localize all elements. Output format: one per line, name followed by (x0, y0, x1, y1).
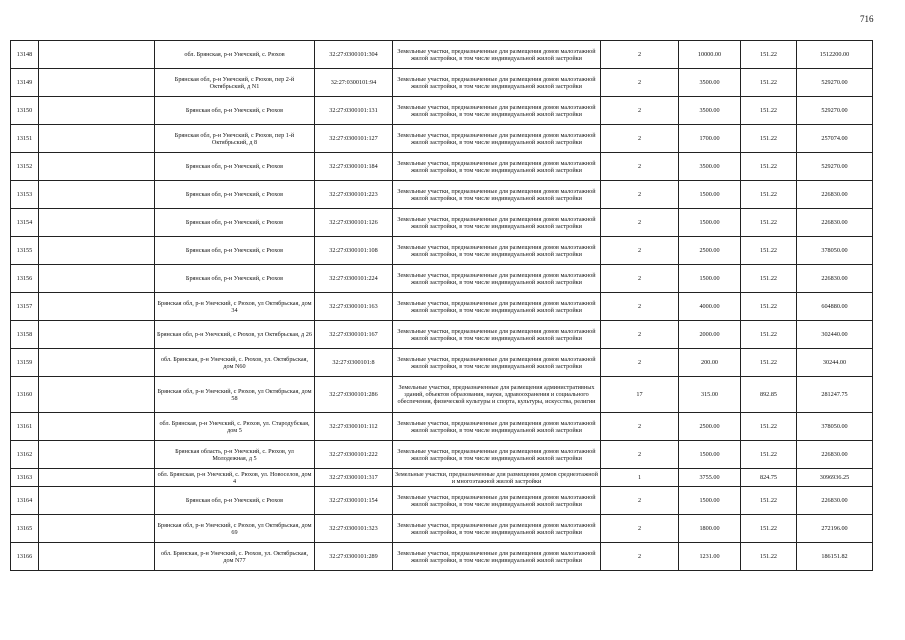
cell-blank (39, 377, 155, 413)
table-row (11, 543, 873, 571)
cell-cadastral-value: 272196.00 (797, 515, 873, 543)
cell-area: 1800.00 (679, 515, 741, 543)
cell-cadastral-number: 32:27:0300101:286 (315, 377, 393, 413)
cell-blank (39, 125, 155, 153)
cell-cadastral-number: 32:27:0300101:131 (315, 97, 393, 125)
cell-cadastral-value: 226830.00 (797, 209, 873, 237)
cell-land-purpose: Земельные участки, предназначенные для размещения домов малоэтажной жилой застройки, в том числе индивидуальной жилой застройки (393, 209, 601, 237)
cell-group: 17 (601, 377, 679, 413)
cell-address: Брянская область, р-н Унечский, с. Рюхов, ул Молодежная, д 5 (155, 441, 315, 469)
table-row (11, 413, 873, 441)
table-row (11, 209, 873, 237)
cell-group: 2 (601, 265, 679, 293)
cell-cadastral-number: 32:27:0300101:126 (315, 209, 393, 237)
table-row (11, 293, 873, 321)
cell-land-purpose: Земельные участки, предназначенные для размещения домов малоэтажной жилой застройки, в том числе индивидуальной жилой застройки (393, 487, 601, 515)
table-row (11, 69, 873, 97)
table-row (11, 469, 873, 487)
cell-address: Брянская обл, р-н Унечский, с Рюхов (155, 237, 315, 265)
cell-rate: 151.22 (741, 265, 797, 293)
cell-address: Брянская обл, р-н Унечский, с Рюхов, пер 1-й Октябрьский, д 8 (155, 125, 315, 153)
cell-number: 13154 (11, 209, 39, 237)
cell-blank (39, 413, 155, 441)
cell-cadastral-value: 226830.00 (797, 441, 873, 469)
table-row (11, 41, 873, 69)
table-row (11, 441, 873, 469)
cell-land-purpose: Земельные участки, предназначенные для размещения домов малоэтажной жилой застройки, в том числе индивидуальной жилой застройки (393, 293, 601, 321)
cell-group: 2 (601, 349, 679, 377)
cell-cadastral-value: 281247.75 (797, 377, 873, 413)
cell-group: 2 (601, 543, 679, 571)
cell-cadastral-number: 32:27:0300101:108 (315, 237, 393, 265)
cell-address: Брянская обл, р-н Унечский, с Рюхов, ул Октябрьская, дом 34 (155, 293, 315, 321)
cell-number: 13150 (11, 97, 39, 125)
cell-cadastral-value: 378050.00 (797, 413, 873, 441)
cell-area: 10000.00 (679, 41, 741, 69)
cell-cadastral-number: 32:27:0300101:224 (315, 265, 393, 293)
cell-land-purpose: Земельные участки, предназначенные для размещения домов малоэтажной жилой застройки, в том числе индивидуальной жилой застройки (393, 321, 601, 349)
cell-address: Брянская обл, р-н Унечский, с Рюхов, ул Октябрьская, дом 58 (155, 377, 315, 413)
cell-blank (39, 237, 155, 265)
registry-table (10, 40, 873, 571)
cell-cadastral-number: 32:27:0300101:323 (315, 515, 393, 543)
cell-group: 2 (601, 153, 679, 181)
cell-cadastral-value: 226830.00 (797, 487, 873, 515)
cell-blank (39, 41, 155, 69)
cell-number: 13163 (11, 469, 39, 487)
cell-number: 13165 (11, 515, 39, 543)
cell-area: 1500.00 (679, 209, 741, 237)
table-row (11, 97, 873, 125)
cell-group: 2 (601, 413, 679, 441)
cell-land-purpose: Земельные участки, предназначенные для размещения домов малоэтажной жилой застройки, в том числе индивидуальной жилой застройки (393, 237, 601, 265)
table-row (11, 515, 873, 543)
cell-group: 2 (601, 487, 679, 515)
cell-land-purpose: Земельные участки, предназначенные для размещения домов малоэтажной жилой застройки, в том числе индивидуальной жилой застройки (393, 181, 601, 209)
cell-group: 2 (601, 515, 679, 543)
cell-cadastral-value: 186151.82 (797, 543, 873, 571)
cell-rate: 151.22 (741, 543, 797, 571)
cell-cadastral-value: 604880.00 (797, 293, 873, 321)
cell-area: 1500.00 (679, 487, 741, 515)
cell-land-purpose: Земельные участки, предназначенные для размещения домов малоэтажной жилой застройки, в том числе индивидуальной жилой застройки (393, 125, 601, 153)
cell-rate: 151.22 (741, 181, 797, 209)
cell-cadastral-value: 30244.00 (797, 349, 873, 377)
cell-cadastral-number: 32:27:0300101:223 (315, 181, 393, 209)
cell-group: 2 (601, 321, 679, 349)
cell-group: 2 (601, 237, 679, 265)
cell-land-purpose: Земельные участки, предназначенные для размещения домов малоэтажной жилой застройки, в том числе индивидуальной жилой застройки (393, 543, 601, 571)
cell-cadastral-number: 32:27:0300101:304 (315, 41, 393, 69)
cell-area: 315.00 (679, 377, 741, 413)
cell-cadastral-value: 302440.00 (797, 321, 873, 349)
cell-address: Брянская обл, р-н Унечский, с Рюхов, пер 2-й Октябрьский, д N1 (155, 69, 315, 97)
cell-blank (39, 293, 155, 321)
cell-blank (39, 349, 155, 377)
cell-cadastral-number: 32:27:0300101:289 (315, 543, 393, 571)
table-row (11, 487, 873, 515)
cell-number: 13153 (11, 181, 39, 209)
cell-number: 13158 (11, 321, 39, 349)
cell-group: 2 (601, 293, 679, 321)
cell-land-purpose: Земельные участки, предназначенные для размещения домов малоэтажной жилой застройки, в том числе индивидуальной жилой застройки (393, 41, 601, 69)
cell-rate: 151.22 (741, 487, 797, 515)
cell-cadastral-number: 32:27:0300101:163 (315, 293, 393, 321)
cell-group: 2 (601, 441, 679, 469)
table-row (11, 181, 873, 209)
cell-cadastral-value: 1512200.00 (797, 41, 873, 69)
cell-group: 2 (601, 181, 679, 209)
cell-land-purpose: Земельные участки, предназначенные для размещения домов малоэтажной жилой застройки, в том числе индивидуальной жилой застройки (393, 69, 601, 97)
cell-address: обл. Брянская, р-н Унечский, с. Рюхов, ул. Новоселов, дом 4 (155, 469, 315, 487)
cell-blank (39, 69, 155, 97)
cell-rate: 151.22 (741, 237, 797, 265)
cell-blank (39, 543, 155, 571)
cell-cadastral-number: 32:27:0300101:317 (315, 469, 393, 487)
cell-group: 2 (601, 209, 679, 237)
cell-rate: 151.22 (741, 97, 797, 125)
cell-blank (39, 265, 155, 293)
cell-rate: 151.22 (741, 349, 797, 377)
table-row (11, 349, 873, 377)
cell-cadastral-value: 529270.00 (797, 97, 873, 125)
cell-number: 13166 (11, 543, 39, 571)
table-row (11, 153, 873, 181)
cell-land-purpose: Земельные участки, предназначенные для размещения домов малоэтажной жилой застройки, в том числе индивидуальной жилой застройки (393, 265, 601, 293)
cell-cadastral-value: 378050.00 (797, 237, 873, 265)
cell-cadastral-value: 226830.00 (797, 265, 873, 293)
cell-number: 13156 (11, 265, 39, 293)
cell-cadastral-number: 32:27:0300101:112 (315, 413, 393, 441)
cell-blank (39, 321, 155, 349)
cell-number: 13148 (11, 41, 39, 69)
cell-cadastral-number: 32:27:0300101:8 (315, 349, 393, 377)
cell-land-purpose: Земельные участки, предназначенные для размещения домов среднеэтажной и многоэтажной жилой застройки (393, 469, 601, 487)
cell-rate: 151.22 (741, 321, 797, 349)
cell-rate: 151.22 (741, 293, 797, 321)
cell-area: 200.00 (679, 349, 741, 377)
cell-cadastral-value: 529270.00 (797, 153, 873, 181)
cell-number: 13149 (11, 69, 39, 97)
cell-area: 3755.00 (679, 469, 741, 487)
table-row (11, 321, 873, 349)
cell-blank (39, 209, 155, 237)
cell-area: 3500.00 (679, 153, 741, 181)
cell-address: Брянская обл, р-н Унечский, с Рюхов (155, 153, 315, 181)
cell-address: обл. Брянская, р-н Унечский, с. Рюхов, ул. Октябрьская, дом N60 (155, 349, 315, 377)
cell-address: Брянская обл, р-н Унечский, с Рюхов (155, 209, 315, 237)
cell-address: обл. Брянская, р-н Унечский, с. Рюхов (155, 41, 315, 69)
cell-land-purpose: Земельные участки, предназначенные для размещения домов малоэтажной жилой застройки, в том числе индивидуальной жилой застройки (393, 515, 601, 543)
cell-cadastral-value: 3096936.25 (797, 469, 873, 487)
cell-group: 1 (601, 469, 679, 487)
cell-rate: 151.22 (741, 413, 797, 441)
cell-land-purpose: Земельные участки, предназначенные для размещения домов малоэтажной жилой застройки, в том числе индивидуальной жилой застройки (393, 97, 601, 125)
cell-blank (39, 181, 155, 209)
cell-rate: 892.85 (741, 377, 797, 413)
cell-number: 13161 (11, 413, 39, 441)
cell-cadastral-number: 32:27:0300101:94 (315, 69, 393, 97)
cell-blank (39, 97, 155, 125)
cell-rate: 151.22 (741, 153, 797, 181)
cell-number: 13155 (11, 237, 39, 265)
table-row (11, 377, 873, 413)
cell-land-purpose: Земельные участки, предназначенные для размещения домов малоэтажной жилой застройки, в том числе индивидуальной жилой застройки (393, 349, 601, 377)
cell-rate: 151.22 (741, 209, 797, 237)
table-body (11, 41, 873, 571)
cell-rate: 151.22 (741, 69, 797, 97)
cell-cadastral-number: 32:27:0300101:167 (315, 321, 393, 349)
cell-address: Брянская обл, р-н Унечский, с Рюхов (155, 487, 315, 515)
cell-area: 1231.00 (679, 543, 741, 571)
cell-cadastral-number: 32:27:0300101:184 (315, 153, 393, 181)
cell-rate: 151.22 (741, 441, 797, 469)
cell-area: 2500.00 (679, 237, 741, 265)
cell-land-purpose: Земельные участки, предназначенные для размещения домов малоэтажной жилой застройки, в том числе индивидуальной жилой застройки (393, 153, 601, 181)
cell-rate: 151.22 (741, 125, 797, 153)
cell-rate: 824.75 (741, 469, 797, 487)
cell-number: 13160 (11, 377, 39, 413)
cell-blank (39, 469, 155, 487)
cell-cadastral-number: 32:27:0300101:222 (315, 441, 393, 469)
table-row (11, 265, 873, 293)
cell-area: 1500.00 (679, 265, 741, 293)
cell-land-purpose: Земельные участки, предназначенные для размещения домов малоэтажной жилой застройки, в том числе индивидуальной жилой застройки (393, 413, 601, 441)
cell-address: обл. Брянская, р-н Унечский, с. Рюхов, ул. Октябрьская, дом N77 (155, 543, 315, 571)
cell-area: 2000.00 (679, 321, 741, 349)
table-row (11, 237, 873, 265)
cell-blank (39, 153, 155, 181)
cell-land-purpose: Земельные участки, предназначенные для размещения административных зданий, объектов образования, науки, здравоохранения и социального обеспечения, физической культуры и спорта, культуры, искусства, религии (393, 377, 601, 413)
cell-cadastral-value: 529270.00 (797, 69, 873, 97)
cell-cadastral-number: 32:27:0300101:154 (315, 487, 393, 515)
page-number: 716 (860, 14, 874, 24)
cell-cadastral-number: 32:27:0300101:127 (315, 125, 393, 153)
cell-number: 13157 (11, 293, 39, 321)
cell-address: Брянская обл, р-н Унечский, с Рюхов (155, 265, 315, 293)
cell-blank (39, 515, 155, 543)
cell-rate: 151.22 (741, 41, 797, 69)
cell-blank (39, 487, 155, 515)
cell-number: 13159 (11, 349, 39, 377)
cell-area: 1500.00 (679, 181, 741, 209)
cell-number: 13164 (11, 487, 39, 515)
cell-area: 1700.00 (679, 125, 741, 153)
table-row (11, 125, 873, 153)
cell-area: 3500.00 (679, 69, 741, 97)
cell-land-purpose: Земельные участки, предназначенные для размещения домов малоэтажной жилой застройки, в том числе индивидуальной жилой застройки (393, 441, 601, 469)
cell-area: 1500.00 (679, 441, 741, 469)
cell-group: 2 (601, 97, 679, 125)
cell-cadastral-value: 257074.00 (797, 125, 873, 153)
cell-area: 2500.00 (679, 413, 741, 441)
cell-group: 2 (601, 41, 679, 69)
cell-rate: 151.22 (741, 515, 797, 543)
cell-area: 3500.00 (679, 97, 741, 125)
cell-number: 13162 (11, 441, 39, 469)
cell-number: 13152 (11, 153, 39, 181)
cell-blank (39, 441, 155, 469)
cell-address: Брянская обл, р-н Унечский, с Рюхов (155, 97, 315, 125)
cell-area: 4000.00 (679, 293, 741, 321)
cell-address: Брянская обл, р-н Унечский, с Рюхов (155, 181, 315, 209)
cell-address: Брянская обл, р-н Унечский, с Рюхов, ул Октябрьская, дом 69 (155, 515, 315, 543)
cell-cadastral-value: 226830.00 (797, 181, 873, 209)
cell-address: Брянская обл, р-н Унечский, с Рюхов, ул Октябрьская, д 26 (155, 321, 315, 349)
cell-group: 2 (601, 69, 679, 97)
cell-address: обл. Брянская, р-н Унечский, с. Рюхов, ул. Стародубская, дом 5 (155, 413, 315, 441)
cell-group: 2 (601, 125, 679, 153)
cell-number: 13151 (11, 125, 39, 153)
